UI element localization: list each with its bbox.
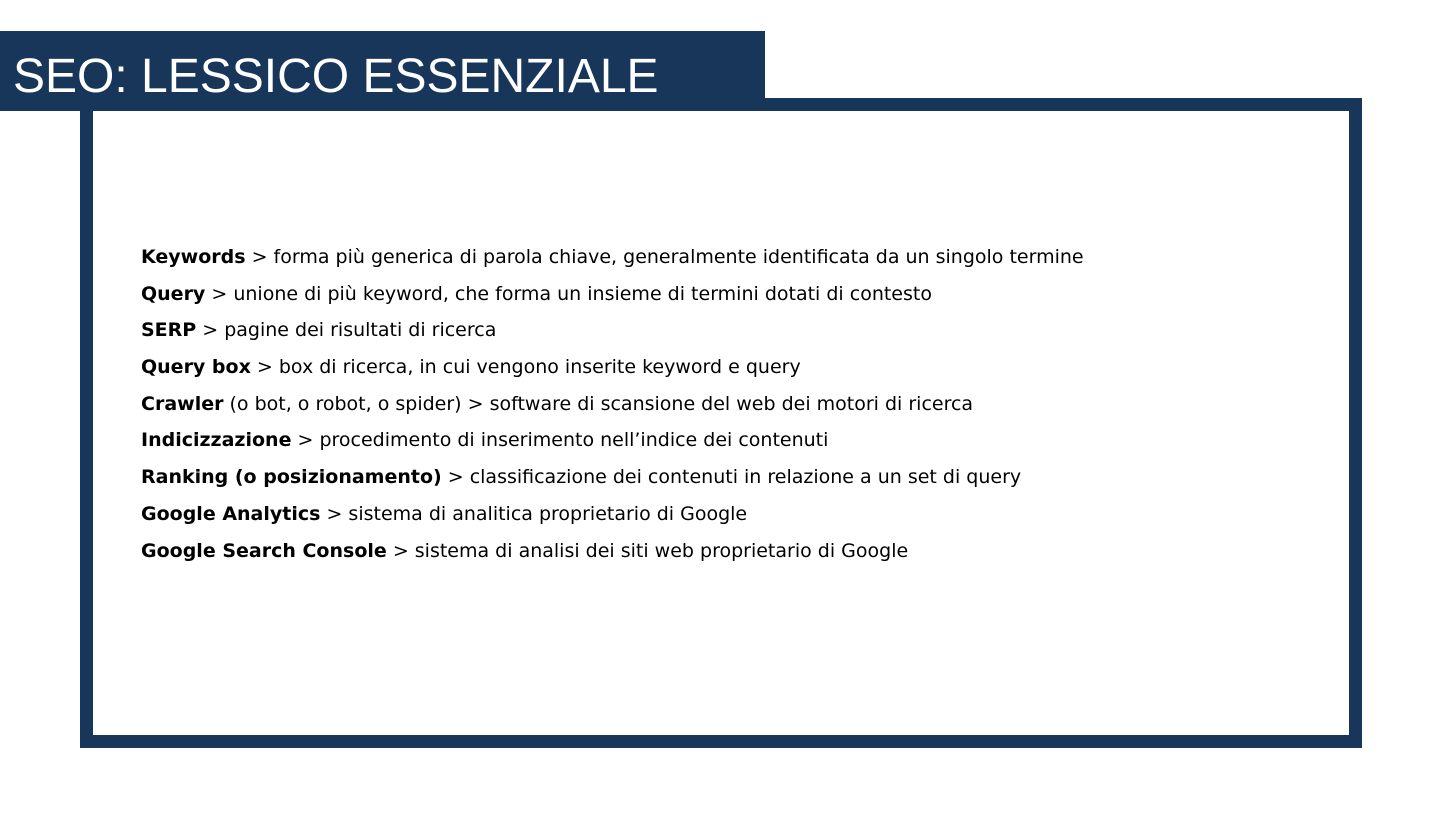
glossary-term: Query	[141, 282, 206, 305]
glossary-term: SERP	[141, 319, 197, 342]
glossary-item	[141, 280, 1084, 317]
glossary-definition: > classificazione dei contenuti in relazione a un set di query	[441, 466, 1022, 489]
glossary-definition: > sistema di analitica proprietario di Google	[320, 502, 748, 525]
glossary-item	[141, 426, 1084, 463]
glossary-list	[141, 243, 1084, 573]
glossary-item	[141, 537, 1084, 574]
glossary-item	[141, 390, 1084, 427]
slide-title: SEO: LESSICO ESSENZIALE	[13, 50, 659, 103]
glossary-term: Crawler	[141, 392, 224, 415]
glossary-definition: > box di ricerca, in cui vengono inserite keyword e query	[250, 356, 801, 379]
glossary-term: Ranking (o posizionamento)	[141, 466, 442, 489]
glossary-definition: > unione di più keyword, che forma un insieme di termini dotati di contesto	[205, 282, 932, 305]
glossary-definition: > forma più generica di parola chiave, generalmente identificata da un singolo termine	[245, 246, 1084, 268]
glossary-term: Keywords	[141, 246, 246, 268]
glossary-item	[141, 316, 1084, 353]
glossary-item	[141, 353, 1084, 390]
glossary-definition: > procedimento di inserimento nell’indice dei contenuti	[291, 429, 829, 452]
glossary-term: Indicizzazione	[141, 429, 292, 452]
glossary-definition: (o bot, o robot, o spider) > software di scansione del web dei motori di ricerca	[223, 392, 974, 415]
glossary-definition: > sistema di analisi dei siti web proprietario di Google	[386, 539, 909, 562]
glossary-term: Query box	[141, 356, 251, 379]
glossary-term: Google Analytics	[141, 502, 321, 525]
glossary-term: Google Search Console	[141, 539, 387, 562]
glossary-item	[141, 243, 1084, 280]
glossary-item	[141, 500, 1084, 537]
glossary-definition: > pagine dei risultati di ricerca	[196, 319, 497, 342]
glossary-item	[141, 463, 1084, 500]
